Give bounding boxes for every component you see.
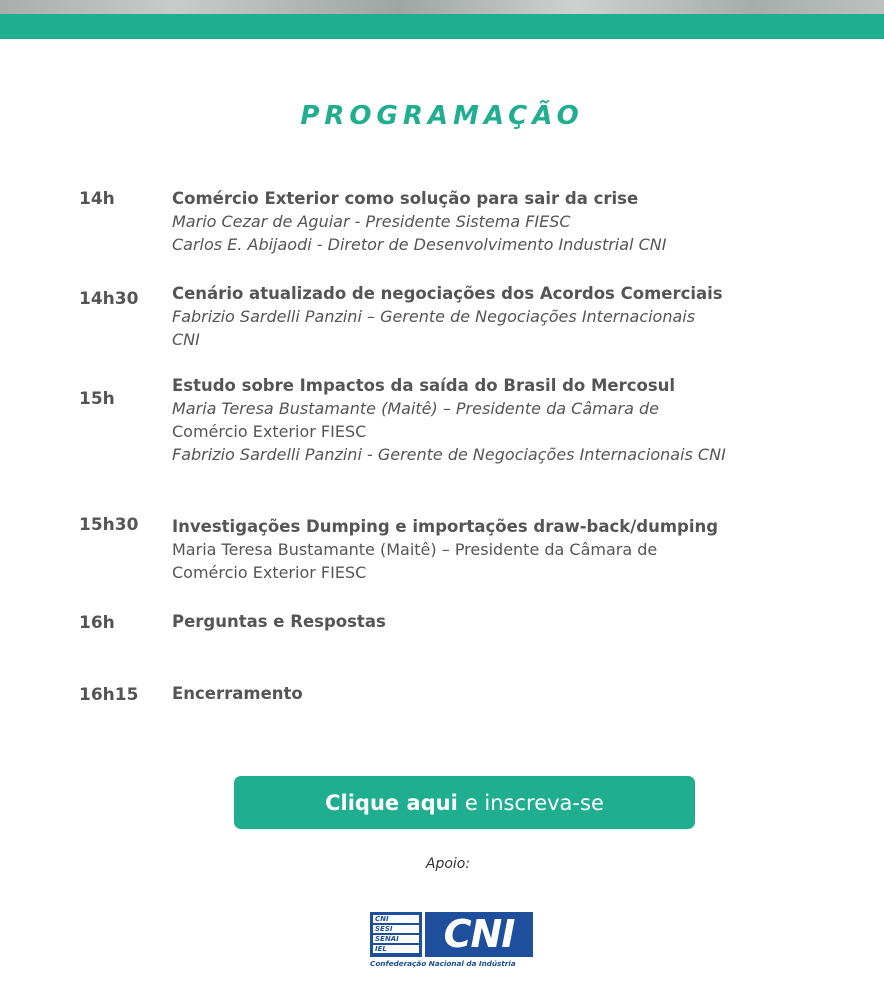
speaker-line: Comércio Exterior FIESC	[172, 422, 367, 441]
cni-logo-caption: Confederação Nacional da Indústria	[370, 959, 516, 968]
schedule-body	[172, 282, 822, 351]
schedule-time: 15h30	[79, 515, 139, 535]
speaker-line: CNI	[172, 330, 200, 349]
schedule-body	[172, 682, 822, 705]
header-photo-strip	[0, 0, 884, 14]
schedule-title: Perguntas e Respostas	[172, 612, 386, 631]
schedule-body	[172, 187, 822, 256]
schedule-body	[172, 610, 822, 633]
schedule-title: Cenário atualizado de negociações dos Acordos Comerciais	[172, 284, 723, 303]
speaker-line: Maria Teresa Bustamante (Maitê) – Presidente da Câmara de	[172, 399, 659, 418]
register-button-rest: e inscreva-se	[464, 790, 604, 815]
register-button[interactable]	[234, 776, 695, 829]
schedule-title: Investigações Dumping e importações draw-back/dumping	[172, 517, 719, 536]
schedule-time: 14h	[79, 189, 115, 209]
speaker-line: Fabrizio Sardelli Panzini – Gerente de Negociações Internacionais	[172, 307, 696, 326]
support-label: Apoio:	[425, 856, 471, 872]
cni-logo-box	[370, 912, 422, 957]
header-accent-band	[0, 14, 884, 39]
schedule-title: Estudo sobre Impactos da saída do Brasil do Mercosul	[172, 376, 676, 395]
speaker-line: Carlos E. Abijaodi - Diretor de Desenvolvimento Industrial CNI	[172, 235, 667, 254]
page-title: PROGRAMAÇÃO	[300, 101, 584, 131]
logo-box-line: SESI	[373, 925, 419, 933]
logo-box-line: CNI	[373, 915, 419, 923]
schedule-time: 16h	[79, 613, 115, 633]
schedule-title: Comércio Exterior como solução para sair da crise	[172, 189, 639, 208]
schedule-time: 14h30	[79, 289, 139, 309]
speaker-line: Maria Teresa Bustamante (Maitê) – Presidente da Câmara de	[172, 540, 658, 559]
schedule-title: Encerramento	[172, 684, 303, 703]
schedule-body	[172, 374, 822, 466]
schedule-body	[172, 515, 822, 584]
register-button-strong: Clique aqui	[325, 790, 458, 815]
cni-logo-wordmark: CNI	[425, 912, 533, 957]
speaker-line: Fabrizio Sardelli Panzini - Gerente de Negociações Internacionais CNI	[172, 445, 726, 464]
schedule-time: 15h	[79, 389, 115, 409]
cni-logo	[370, 912, 534, 972]
logo-box-line: IEL	[373, 945, 419, 953]
speaker-line: Mario Cezar de Aguiar - Presidente Sistema FIESC	[172, 212, 571, 231]
logo-box-line: SENAI	[373, 935, 419, 943]
schedule-time: 16h15	[79, 685, 139, 705]
speaker-line: Comércio Exterior FIESC	[172, 563, 367, 582]
